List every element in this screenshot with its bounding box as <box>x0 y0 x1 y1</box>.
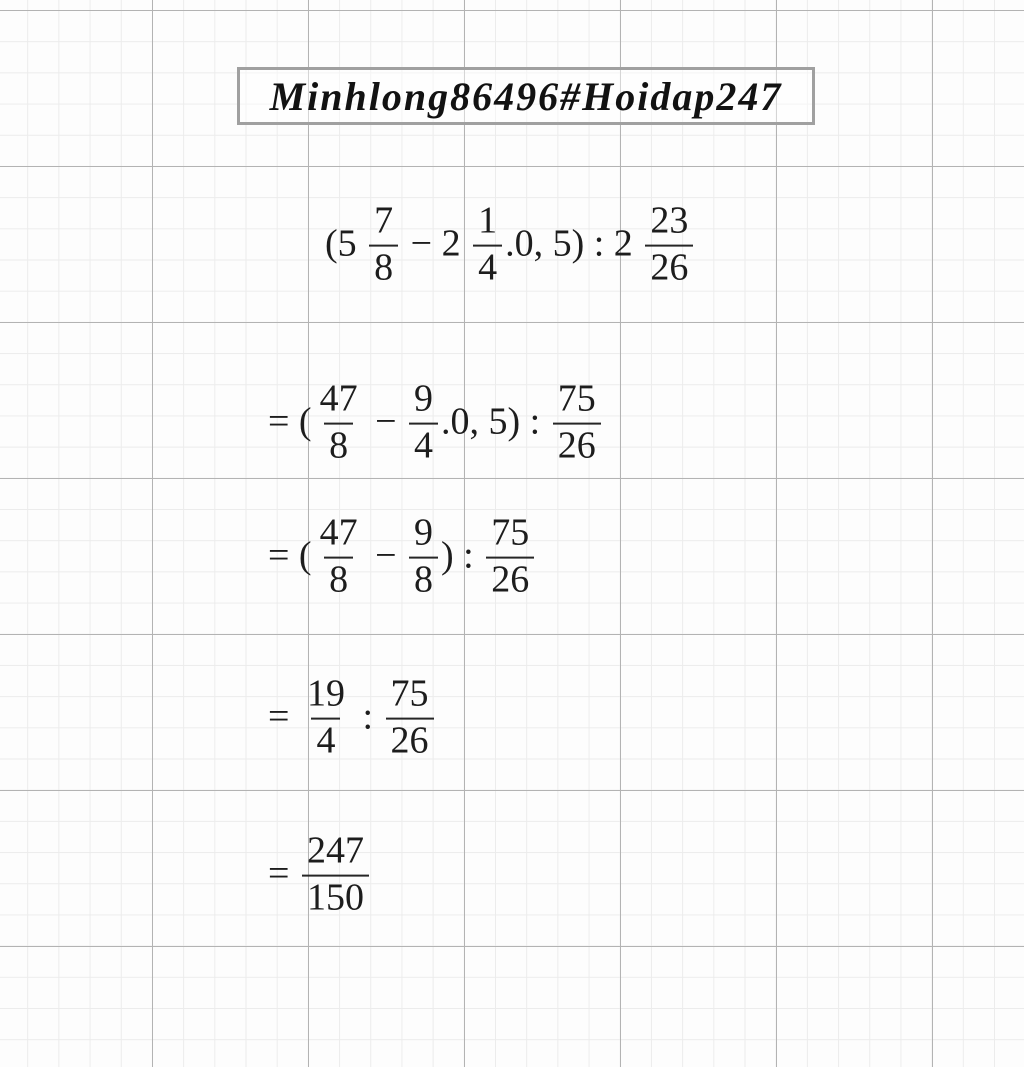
fraction-denominator: 8 <box>409 557 438 601</box>
watermark-badge <box>237 67 815 125</box>
fraction <box>409 511 438 601</box>
fraction <box>302 672 350 762</box>
math-text: − 2 <box>401 223 471 266</box>
equation-line-step-2 <box>268 511 537 601</box>
fraction <box>386 672 434 762</box>
fraction-numerator: 75 <box>557 377 596 420</box>
fraction-numerator: 9 <box>414 377 434 420</box>
fraction-numerator: 7 <box>374 199 394 242</box>
math-text: = <box>268 853 299 896</box>
math-text: = ( <box>268 535 312 578</box>
fraction <box>486 511 534 601</box>
fraction <box>369 199 398 289</box>
fraction-denominator: 26 <box>553 423 601 467</box>
fraction-numerator: 23 <box>650 199 689 242</box>
fraction-numerator: 247 <box>306 829 364 872</box>
fraction-denominator: 4 <box>311 718 340 762</box>
fraction-denominator: 150 <box>302 875 369 919</box>
equation-line-result <box>268 829 372 919</box>
math-text: = ( <box>268 401 312 444</box>
math-text: .0, 5) : 2 <box>505 223 643 266</box>
fraction <box>473 199 502 289</box>
watermark-text: Minhlong86496#Hoidap247 <box>269 73 783 119</box>
fraction-denominator: 4 <box>409 423 438 467</box>
fraction-numerator: 75 <box>390 672 429 715</box>
math-text: − <box>365 401 407 444</box>
fraction-denominator: 26 <box>645 245 693 289</box>
fraction <box>409 377 438 467</box>
equation-line-step-3 <box>268 672 437 762</box>
fraction-denominator: 8 <box>369 245 398 289</box>
math-text: − <box>365 535 407 578</box>
equation-line-step-1 <box>268 377 604 467</box>
fraction-denominator: 26 <box>486 557 534 601</box>
fraction-numerator: 75 <box>491 511 530 554</box>
fraction <box>302 829 369 919</box>
math-text: ) : <box>441 535 484 578</box>
fraction <box>553 377 601 467</box>
fraction-numerator: 19 <box>306 672 345 715</box>
fraction-denominator: 8 <box>324 557 353 601</box>
fraction-numerator: 47 <box>319 377 358 420</box>
math-text: = <box>268 696 299 739</box>
fraction-denominator: 4 <box>473 245 502 289</box>
fraction-denominator: 8 <box>324 423 353 467</box>
fraction-denominator: 26 <box>386 718 434 762</box>
math-text: (5 <box>325 223 367 266</box>
fraction <box>645 199 693 289</box>
fraction-numerator: 9 <box>414 511 434 554</box>
math-text: .0, 5) : <box>441 401 550 444</box>
fraction-numerator: 1 <box>478 199 498 242</box>
equation-line-expression <box>325 199 696 289</box>
fraction <box>315 377 363 467</box>
math-text: : <box>352 696 383 739</box>
fraction-numerator: 47 <box>319 511 358 554</box>
fraction <box>315 511 363 601</box>
